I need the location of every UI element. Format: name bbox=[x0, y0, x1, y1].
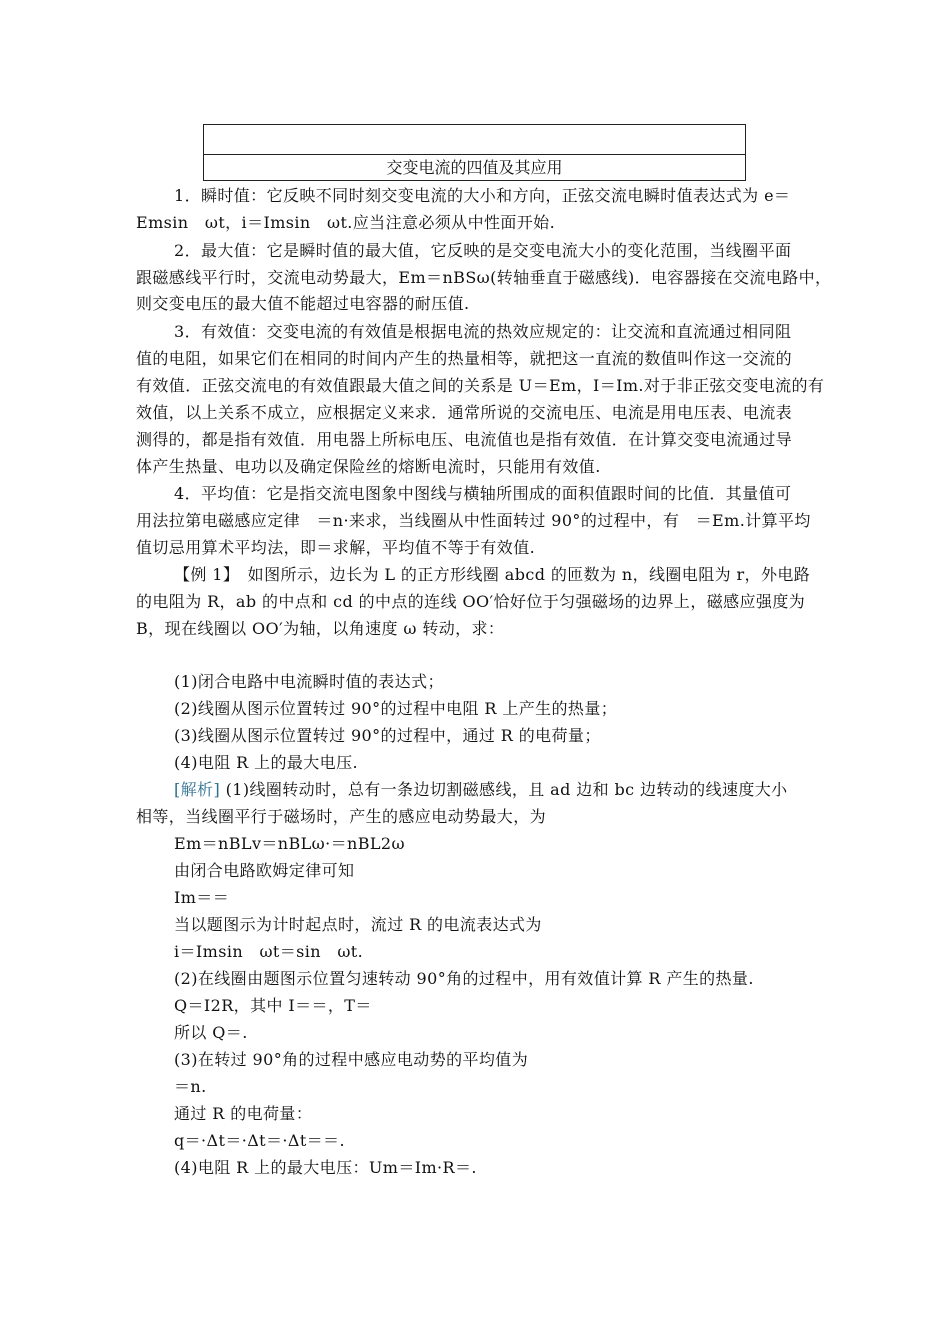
formula-line: Q＝I2R，其中 I＝＝，T＝ bbox=[174, 996, 372, 1015]
paragraph-line: 值切忌用算术平均法，即＝求解，平均值不等于有效值. bbox=[136, 538, 536, 557]
formula-line: ＝n. bbox=[174, 1077, 207, 1096]
formula-line: Em＝nBLv＝nBLω·＝nBL2ω bbox=[174, 834, 405, 853]
analysis-line: (2)在线圈由题图示位置匀速转动 90°角的过程中，用有效值计算 R 产生的热量. bbox=[174, 969, 754, 988]
paragraph-line: Emsin ωt，i＝Imsin ωt.应当注意必须从中性面开始. bbox=[136, 213, 556, 232]
paragraph-line: 效值，以上关系不成立，应根据定义来求．通常所说的交流电压、电流是用电压表、电流表 bbox=[136, 403, 793, 422]
question-item: (4)电阻 R 上的最大电压. bbox=[174, 753, 358, 772]
analysis-line: 通过 R 的电荷量： bbox=[174, 1104, 313, 1123]
paragraph-line: 用法拉第电磁感应定律 ＝n·来求，当线圈从中性面转过 90°的过程中，有 ＝Em.计算平均 bbox=[136, 511, 811, 530]
paragraph-line: 则交变电压的最大值不能超过电容器的耐压值. bbox=[136, 294, 470, 313]
formula-line: i＝Imsin ωt＝sin ωt. bbox=[174, 942, 364, 961]
analysis-text: (1)线圈转动时，总有一条边切割磁感线，且 ad 边和 bc 边转动的线速度大小 bbox=[225, 780, 788, 799]
question-item: (2)线圈从图示位置转过 90°的过程中电阻 R 上产生的热量； bbox=[174, 699, 618, 718]
paragraph-line: 测得的，都是指有效值．用电器上所标电压、电流值也是指有效值．在计算交变电流通过导 bbox=[136, 430, 793, 449]
paragraph-line: 值的电阻，如果它们在相同的时间内产生的热量相等，就把这一直流的数值叫作这一交流的 bbox=[136, 349, 793, 368]
analysis-line bbox=[174, 778, 788, 802]
formula-line: (4)电阻 R 上的最大电压：Um＝Im·R＝. bbox=[174, 1158, 477, 1177]
paragraph-line: 1．瞬时值：它反映不同时刻交变电流的大小和方向，正弦交流电瞬时值表达式为 e＝ bbox=[174, 186, 791, 205]
formula-line: q＝·Δt＝·Δt＝·Δt＝＝. bbox=[174, 1131, 345, 1150]
paragraph-line: 有效值．正弦交流电的有效值跟最大值之间的关系是 U＝Em，I＝Im.对于非正弦交变电流的有 bbox=[136, 376, 825, 395]
paragraph-line: 3．有效值：交变电流的有效值是根据电流的热效应规定的：让交流和直流通过相同阻 bbox=[174, 322, 792, 341]
example-line: 【例 1】 如图所示，边长为 L 的正方形线圈 abcd 的匝数为 n，线圈电阻为 r，外电路 bbox=[174, 565, 811, 584]
analysis-line: 相等，当线圈平行于磁场时，产生的感应电动势最大，为 bbox=[136, 807, 547, 826]
example-line: B，现在线圈以 OO′为轴，以角速度 ω 转动，求： bbox=[136, 619, 505, 638]
paragraph-line: 跟磁感线平行时，交流电动势最大，Em＝nBSω(转轴垂直于磁感线)．电容器接在交流电路中， bbox=[136, 268, 832, 287]
analysis-label: [解析] bbox=[174, 780, 221, 799]
paragraph-line: 2．最大值：它是瞬时值的最大值，它反映的是交变电流大小的变化范围，当线圈平面 bbox=[174, 241, 792, 260]
section-title: 交变电流的四值及其应用 bbox=[386, 158, 563, 177]
section-title-box bbox=[203, 124, 746, 181]
question-item: (3)线圈从图示位置转过 90°的过程中，通过 R 的电荷量； bbox=[174, 726, 601, 745]
example-line: 的电阻为 R，ab 的中点和 cd 的中点的连线 OO′恰好位于匀强磁场的边界上，磁感应强度为 bbox=[136, 592, 806, 611]
analysis-line: 当以题图示为计时起点时，流过 R 的电流表达式为 bbox=[174, 915, 542, 934]
formula-line: Im＝＝ bbox=[174, 888, 230, 907]
analysis-line: 由闭合电路欧姆定律可知 bbox=[174, 861, 355, 880]
formula-line: 所以 Q＝. bbox=[174, 1023, 248, 1042]
paragraph-line: 4．平均值：它是指交流电图象中图线与横轴所围成的面积值跟时间的比值．其量值可 bbox=[174, 484, 792, 503]
title-divider bbox=[204, 154, 745, 155]
paragraph-line: 体产生热量、电功以及确定保险丝的熔断电流时，只能用有效值. bbox=[136, 457, 601, 476]
analysis-line: (3)在转过 90°角的过程中感应电动势的平均值为 bbox=[174, 1050, 529, 1069]
question-item: (1)闭合电路中电流瞬时值的表达式； bbox=[174, 672, 444, 691]
